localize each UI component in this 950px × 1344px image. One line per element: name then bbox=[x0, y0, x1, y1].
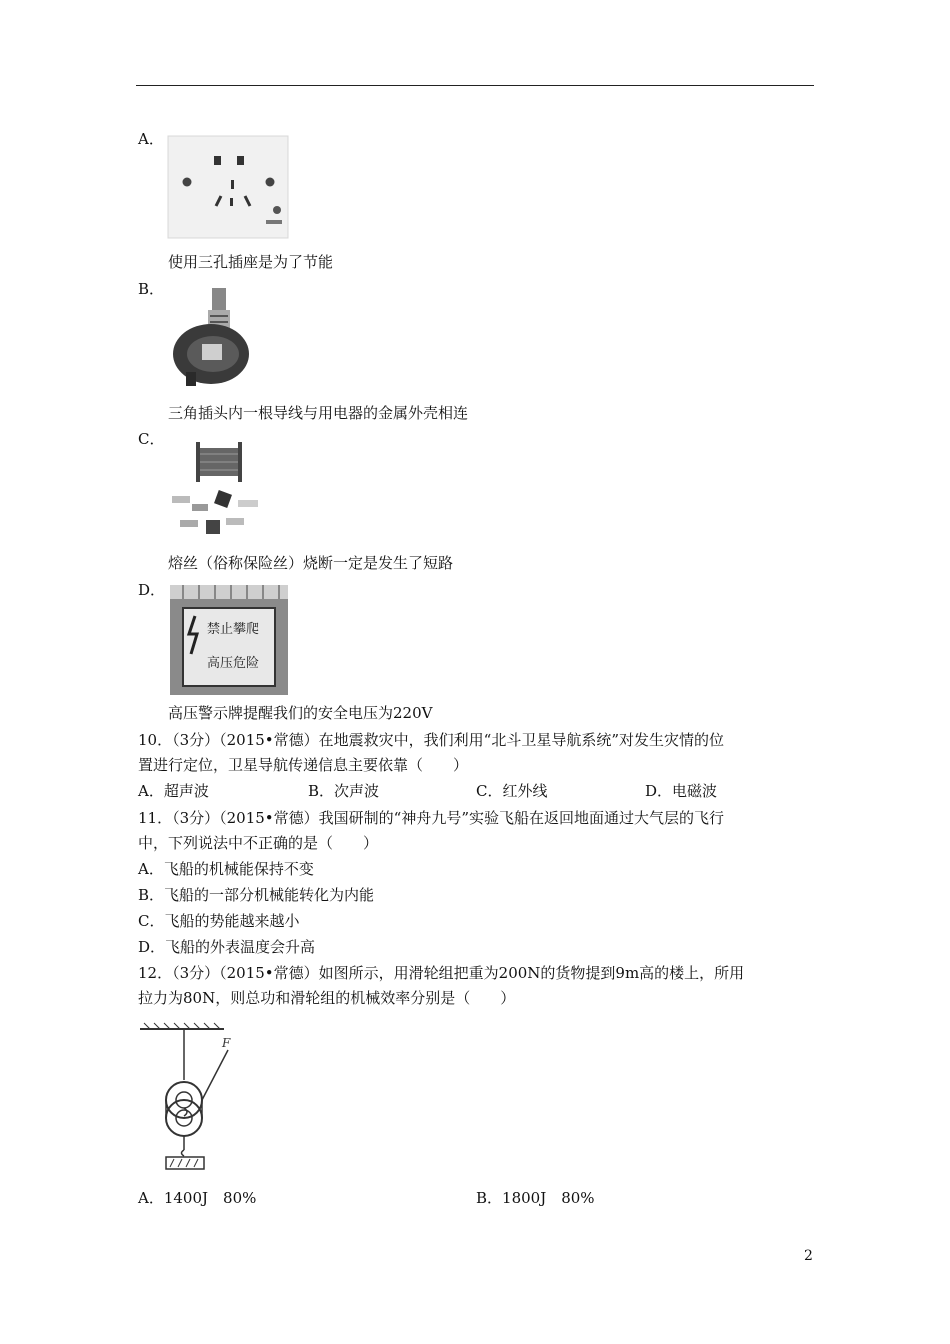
sign-text-line-1: 禁止攀爬 bbox=[207, 622, 260, 637]
option-a-letter: A． bbox=[138, 130, 164, 148]
three-hole-socket-photo-icon bbox=[166, 134, 290, 240]
q12-text-line-1: 12．（3分）（2015•常德）如图所示，用滑轮组把重为200N的货物提到9m高的楼上，所用 bbox=[138, 964, 745, 982]
q12-option-a: A．1400J 80% bbox=[138, 1189, 257, 1207]
q10-option-d: D．电磁波 bbox=[645, 782, 718, 800]
q12-text-line-2: 拉力为80N，则总功和滑轮组的机械效率分别是（ ） bbox=[138, 989, 516, 1007]
q11-option-b: B．飞船的一部分机械能转化为内能 bbox=[138, 886, 375, 904]
q12-option-b: B．1800J 80% bbox=[476, 1189, 595, 1207]
q11-option-a: A．飞船的机械能保持不变 bbox=[138, 860, 314, 878]
force-label: F bbox=[222, 1036, 231, 1050]
high-voltage-warning-sign-photo-icon bbox=[169, 584, 289, 696]
fuse-wire-photo-icon bbox=[166, 434, 266, 544]
option-c-text: 熔丝（俗称保险丝）烧断一定是发生了短路 bbox=[168, 554, 454, 572]
sign-text-line-2: 高压危险 bbox=[207, 656, 260, 671]
option-b-text: 三角插头内一根导线与用电器的金属外壳相连 bbox=[168, 404, 469, 422]
q10-text-line-2: 置进行定位，卫星导航传递信息主要依靠（ ） bbox=[138, 756, 469, 774]
q10-text-line-1: 10．（3分）（2015•常德）在地震救灾中，我们利用“北斗卫星导航系统”对发生灾情的位 bbox=[138, 731, 724, 749]
header-rule bbox=[136, 85, 814, 86]
q10-option-c: C．红外线 bbox=[476, 782, 548, 800]
option-d-letter: D． bbox=[138, 581, 166, 599]
q10-option-b: B．次声波 bbox=[308, 782, 380, 800]
option-c-letter: C． bbox=[138, 430, 165, 448]
option-b-letter: B． bbox=[138, 280, 165, 298]
q11-text-line-1: 11．（3分）（2015•常德）我国研制的“神舟九号”实验飞船在返回地面通过大气层的飞行 bbox=[138, 809, 724, 827]
three-prong-plug-photo-icon bbox=[166, 284, 256, 394]
q11-text-line-2: 中，下列说法中不正确的是（ ） bbox=[138, 834, 379, 852]
option-d-text: 高压警示牌提醒我们的安全电压为220V bbox=[168, 704, 433, 722]
q11-option-d: D．飞船的外表温度会升高 bbox=[138, 938, 316, 956]
q11-option-c: C．飞船的势能越来越小 bbox=[138, 912, 300, 930]
option-a-text: 使用三孔插座是为了节能 bbox=[168, 253, 334, 271]
pulley-system-diagram-icon bbox=[136, 1020, 236, 1175]
page-number: 2 bbox=[804, 1248, 813, 1264]
q10-option-a: A．超声波 bbox=[138, 782, 209, 800]
